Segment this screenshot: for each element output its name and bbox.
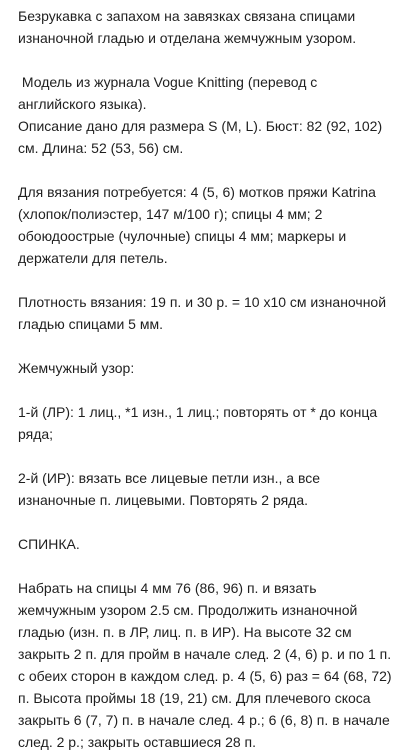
materials-paragraph: Для вязания потребуется: 4 (5, 6) мотков пряжи Katrina (хлопок/полиэстер, 147 м/100 г); спицы 4 мм; 2 обоюдоострые (чулочные) спицы 4 мм; маркеры и держатели для петель. [18, 184, 380, 266]
gauge-paragraph: Плотность вязания: 19 п. и 30 р. = 10 х10 см изнаночной гладью спицами 5 мм. [18, 294, 390, 332]
pattern-row-2: 2-й (ИР): вязать все лицевые петли изн., а все изнаночные п. лицевыми. Повторять 2 ряда. [18, 470, 324, 508]
back-section-text: Набрать на спицы 4 мм 76 (86, 96) п. и вязать жемчужным узором 2.5 см. Продолжить изнаночной гладью (изн. п. в ЛР, лиц. п. в ИР). На высоте 32 см закрыть 2 п. для пройм в начале след. 2 (4, 6) р. и по 1 п. с обеих сторон в каждом след. р. 4 (5, 6) раз = 64 (68, 72) п. Высота проймы 18 (19, 21) см. Для плечевого скоса закрыть 6 (7, 7) п. в начале след. 4 р.; 6 (6, 8) п. в начале след. 2 р.; закрыть оставшиеся 28 п. [18, 580, 396, 750]
pattern-row-1: 1-й (ЛР): 1 лиц., *1 изн., 1 лиц.; повторять от * до конца ряда; [18, 404, 382, 442]
pattern-title: Жемчужный узор: [18, 360, 135, 376]
back-section-title: СПИНКА. [18, 536, 80, 552]
sizes-paragraph: Описание дано для размера S (M, L). Бюст: 82 (92, 102) см. Длина: 52 (53, 56) см. [18, 118, 387, 156]
model-source-paragraph: Модель из журнала Vogue Knitting (перевод с английского языка). [18, 74, 322, 112]
intro-paragraph: Безрукавка с запахом на завязках связана спицами изнаночной гладью и отделана жемчужным узором. [18, 8, 360, 46]
